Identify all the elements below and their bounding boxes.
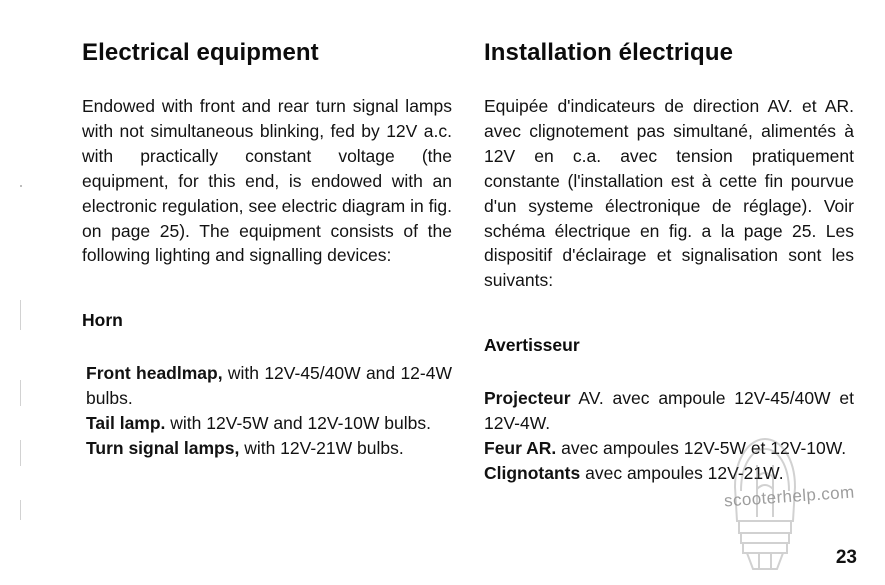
list-item-text: AV. avec ampoule 12V-45/40W et 12V-4W. <box>484 388 854 433</box>
scan-artifact <box>20 500 21 520</box>
list-item-label: Front headlmap, <box>86 363 223 384</box>
list-item <box>86 411 452 436</box>
page-title-french: Installation électrique <box>484 39 734 66</box>
list-item-text: avec ampoules 12V-21W. <box>580 462 784 483</box>
section-title-horn: Horn <box>82 310 123 331</box>
list-item-label: Clignotants <box>484 462 581 483</box>
list-item <box>86 361 452 411</box>
list-item <box>484 436 854 461</box>
list-item <box>484 461 854 486</box>
section-title-avertisseur: Avertisseur <box>484 335 580 356</box>
list-item-text: with 12V-21W bulbs. <box>239 437 404 458</box>
list-item-text: with 12V-5W and 12V-10W bulbs. <box>165 412 431 433</box>
page-number: 23 <box>835 547 857 568</box>
scan-artifact <box>20 380 21 406</box>
column-french <box>484 40 854 486</box>
intro-paragraph-english: Endowed with front and rear turn signal lamps with not simultaneous blinking, fed by 12V a.c. with practically constant voltage (the equipment, for this end, is endowed with an electronic regulation, see electric diagram in fig. on page 25). The equipment consists of the following lighting and signalling devices: <box>82 96 452 266</box>
scan-artifact <box>20 185 22 187</box>
list-item <box>484 386 854 436</box>
list-item-label: Tail lamp. <box>86 412 166 433</box>
list-item-label: Feur AR. <box>484 437 557 458</box>
scan-artifact <box>20 440 21 466</box>
list-item-text: with 12V-45/40W and 12-4W bulbs. <box>86 363 452 409</box>
list-item-text: avec ampoules 12V-5W et 12V-10W. <box>556 437 847 458</box>
scan-artifact <box>20 300 21 330</box>
list-item <box>86 436 452 461</box>
page-title-english: Electrical equipment <box>82 39 319 66</box>
list-item-label: Projecteur <box>484 388 571 409</box>
list-item-label: Turn signal lamps, <box>86 437 240 458</box>
column-english <box>82 40 452 461</box>
intro-paragraph-french: Equipée d'indicateurs de direction AV. et AR. avec clignotement pas simultané, alimentés à 12V en c.a. avec tension pratiquement constante (l'installation est à cette fin pourvue d'un systeme électronique de réglage). Voir schéma électrique en fig. a la page 25. Les dispositif d'éclairage et signalisation sont les suivants: <box>484 96 854 291</box>
watermark: scooterhelp.com <box>723 482 856 511</box>
